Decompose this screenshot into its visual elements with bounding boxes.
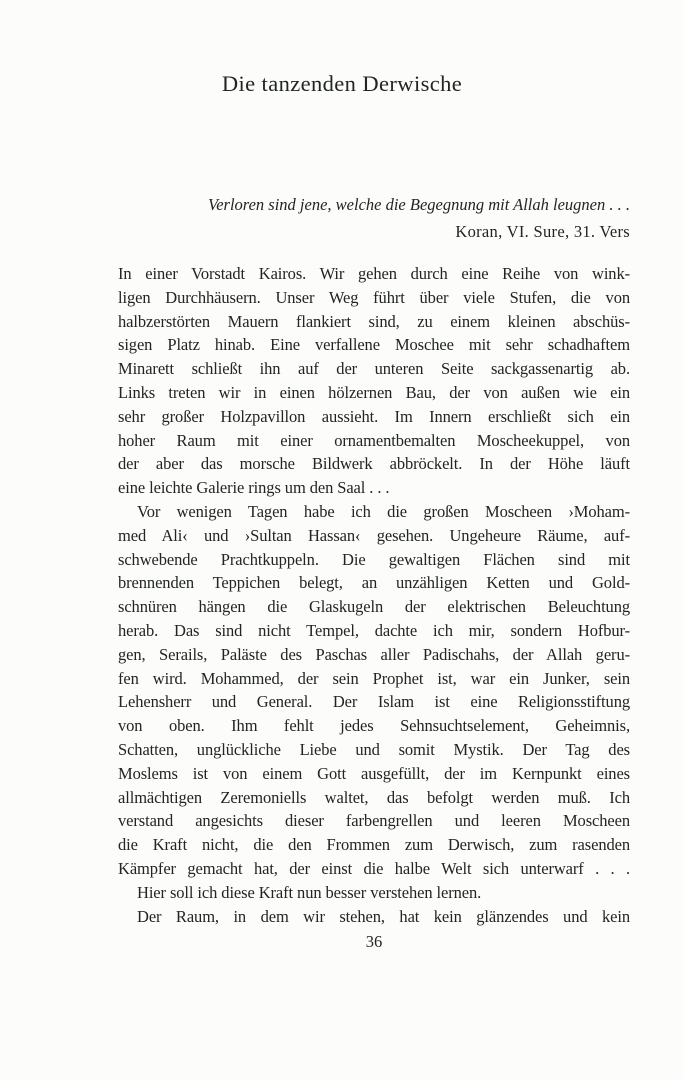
text-line: Vor wenigen Tagen habe ich die großen Moscheen ›Moham- xyxy=(137,501,630,521)
text-line: Minarett schließt ihn auf der unteren Seite sackgassenartig ab. xyxy=(118,359,630,379)
text-line: brennenden Teppichen belegt, an unzähligen Ketten und Gold- xyxy=(118,573,630,593)
text-line: Moslems ist von einem Gott ausgefüllt, der im Kernpunkt eines xyxy=(118,763,630,783)
text-line: verstand angesichts dieser farbengrellen und leeren Moscheen xyxy=(118,811,630,831)
text-line: In einer Vorstadt Kairos. Wir gehen durch eine Reihe von wink- xyxy=(118,264,630,283)
text-line: herab. Das sind nicht Tempel, dachte ich mir, sondern Hofbur- xyxy=(118,620,630,640)
body-text xyxy=(118,262,630,928)
page-title: Die tanzenden Derwische xyxy=(221,71,463,96)
text-line: gen, Serails, Paläste des Paschas aller Padischahs, der Allah geru- xyxy=(118,644,630,664)
epigraph xyxy=(118,191,630,245)
text-line: eine leichte Galerie rings um den Saal . . . xyxy=(118,478,390,498)
text-line: Der Raum, in dem wir stehen, hat kein glänzendes und kein xyxy=(137,906,630,926)
text-line: die Kraft nicht, die den Frommen zum Derwisch, zum rasenden xyxy=(118,835,630,855)
text-line: Hier soll ich diese Kraft nun besser verstehen lernen. xyxy=(137,882,482,902)
text-line: Lehensherr und General. Der Islam ist eine Religionsstiftung xyxy=(118,692,630,712)
text-line: hoher Raum mit einer ornamentbemalten Moscheekuppel, von xyxy=(118,430,630,450)
text-line: Kämpfer gemacht hat, der einst die halbe Welt sich unterwarf . . . xyxy=(118,858,630,878)
epigraph-quote: Verloren sind jene, welche die Begegnung mit Allah leugnen . . . xyxy=(207,195,630,214)
page-number: 36 xyxy=(365,932,383,951)
text-line: schnüren hängen die Glaskugeln der elektrischen Beleuchtung xyxy=(118,597,630,617)
text-line: halbzerstörten Mauern flankiert sind, zu einem kleinen abschüs- xyxy=(118,311,630,331)
text-line: Schatten, unglückliche Liebe und somit Mystik. Der Tag des xyxy=(118,739,630,759)
text-line: Links treten wir in einen hölzernen Bau, der von außen wie ein xyxy=(118,382,630,402)
text-line: allmächtigen Zeremoniells waltet, das befolgt werden muß. Ich xyxy=(118,787,630,807)
text-line: fen wird. Mohammed, der sein Prophet ist, war ein Junker, sein xyxy=(118,668,630,688)
epigraph-source: Koran, VI. Sure, 31. Vers xyxy=(455,222,630,241)
text-line: sehr großer Holzpavillon aussieht. Im Innern erschließt sich ein xyxy=(118,406,630,426)
text-line: ligen Durchhäusern. Unser Weg führt über viele Stufen, die von xyxy=(118,287,630,307)
text-line: der aber das morsche Bildwerk abbröckelt. In der Höhe läuft xyxy=(118,454,630,474)
text-line: von oben. Ihm fehlt jedes Sehnsuchtselement, Geheimnis, xyxy=(118,716,630,736)
text-line: schwebende Prachtkuppeln. Die gewaltigen Flächen sind mit xyxy=(118,549,630,569)
text-line: med Ali‹ und ›Sultan Hassan‹ gesehen. Ungeheure Räume, auf- xyxy=(118,525,630,545)
text-line: sigen Platz hinab. Eine verfallene Moschee mit sehr schadhaftem xyxy=(118,335,630,355)
